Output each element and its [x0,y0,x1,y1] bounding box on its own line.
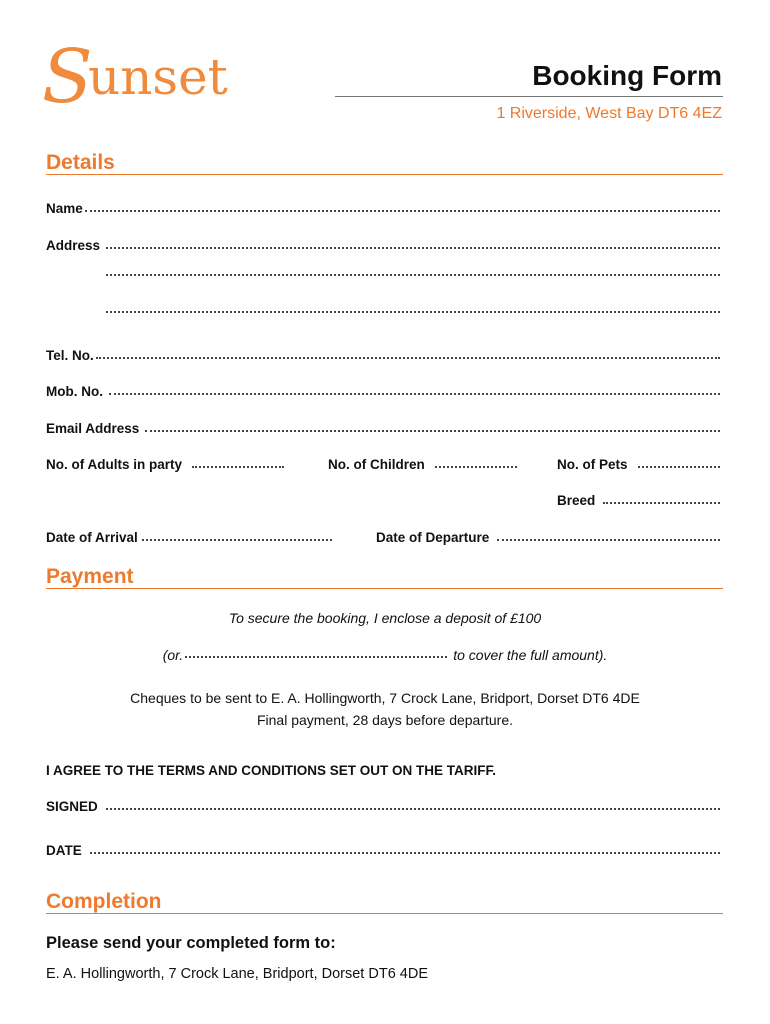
address-dotted-line-2[interactable] [106,274,720,276]
pets-dotted-line[interactable] [638,466,720,468]
address-line-2[interactable] [106,275,720,277]
mob-label: Mob. No. [46,384,103,399]
deposit-text: To secure the booking, I enclose a deposit of £100 [228,610,542,626]
date-field[interactable] [46,843,720,858]
arrival-field[interactable] [46,530,332,545]
tel-field[interactable] [46,348,720,363]
signed-field[interactable] [46,799,720,814]
address-dotted-line-1[interactable] [106,247,720,249]
address-line-3[interactable] [106,312,720,314]
signed-label: SIGNED [46,799,98,814]
header-divider [335,96,723,97]
email-field[interactable] [46,421,720,436]
address-dotted-line-3[interactable] [106,311,720,313]
signed-dotted-line[interactable] [106,808,720,810]
pets-field[interactable] [557,457,720,472]
children-field[interactable] [328,457,517,472]
mob-field[interactable] [46,384,720,399]
departure-dotted-line[interactable] [497,539,720,541]
breed-field[interactable] [557,493,720,508]
name-field[interactable] [46,201,720,216]
or-suffix: to cover the full amount). [453,647,608,663]
mob-dotted-line[interactable] [109,393,720,395]
completion-section-title: Completion [46,890,162,913]
completion-divider [46,913,723,914]
send-address: E. A. Hollingworth, 7 Crock Lane, Bridport, Dorset DT6 4DE [46,966,428,982]
cheques-text: Cheques to be sent to E. A. Hollingworth, 7 Crock Lane, Bridport, Dorset DT6 4DE [130,690,640,706]
pets-label: No. of Pets [557,457,628,472]
sunset-logo [40,32,340,132]
final-payment-text: Final payment, 28 days before departure. [256,712,514,728]
or-prefix: (or. [162,647,184,663]
date-label: DATE [46,843,82,858]
full-amount-line [0,647,770,663]
departure-label: Date of Departure [376,530,490,545]
email-label: Email Address [46,421,140,436]
payment-divider [46,588,723,589]
name-label: Name [46,201,83,216]
tel-label: Tel. No. [46,348,94,363]
arrival-dotted-line[interactable] [142,539,332,541]
name-dotted-line[interactable] [85,210,720,212]
details-section-title: Details [46,151,115,174]
arrival-label: Date of Arrival [46,530,138,545]
payment-section-title: Payment [46,565,134,588]
departure-field[interactable] [376,530,720,545]
date-dotted-line[interactable] [90,852,720,854]
adults-field[interactable] [46,457,284,472]
header-address: 1 Riverside, West Bay DT6 4EZ [496,105,722,122]
address-field[interactable] [46,238,720,253]
breed-dotted-line[interactable] [603,502,720,504]
tel-dotted-line[interactable] [96,357,720,359]
adults-dotted-line[interactable] [192,466,284,468]
details-divider [46,174,723,175]
logo-lettering-rest: unset [88,48,228,106]
page-title: Booking Form [532,60,722,91]
send-instruction: Please send your completed form to: [46,934,336,952]
address-label: Address [46,238,101,253]
children-label: No. of Children [328,457,425,472]
full-amount-dotted-line[interactable] [185,656,447,658]
adults-label: No. of Adults in party [46,457,182,472]
children-dotted-line[interactable] [435,466,517,468]
terms-agreement: I AGREE TO THE TERMS AND CONDITIONS SET OUT ON THE TARIFF. [46,763,497,778]
email-dotted-line[interactable] [145,430,720,432]
logo-lettering: S [42,34,93,120]
breed-label: Breed [557,493,596,508]
